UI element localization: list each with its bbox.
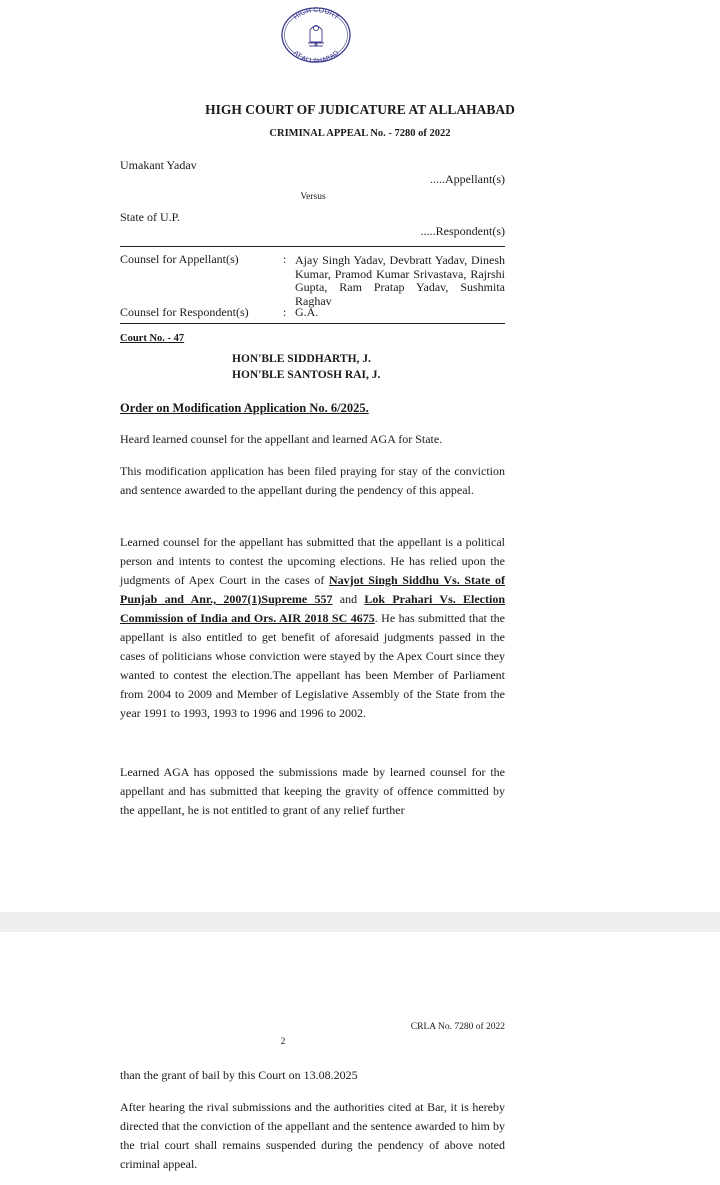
svg-text:AT ALLAHABAD [292,50,341,64]
order-title: Order on Modification Application No. 6/2025. [120,401,369,415]
paragraph-2: This modification application has been filed praying for stay of the conviction and sentence awarded to the appellant during the pendency of this appeal. [120,464,505,497]
national-emblem-icon [308,25,324,46]
seal-top-text: HIGH COURT [292,6,340,22]
judge-2: HON'BLE SANTOSH RAI, J. [232,369,381,381]
page-gap [0,912,720,932]
counsel-appellant-label: Counsel for Appellant(s) [120,252,239,266]
paragraph-4: Learned AGA has opposed the submissions made by learned counsel for the appellant and has submitted that keeping the gravity of offence committed by the appellant, he is not entitled to grant of any relief further [120,765,505,817]
running-header: CRLA No. 7280 of 2022 [410,1022,505,1032]
citation-navjot-singh-siddhu: Navjot Singh Siddhu Vs. State of Punjab and Anr., 2007(1)Supreme 557 [120,573,505,606]
court-seal [280,6,352,64]
respondent-role: .....Respondent(s) [420,224,505,238]
paragraph-6: After hearing the rival submissions and the authorities cited at Bar, it is hereby directed that the conviction of the appellant and the sentence awarded to him by the trial court shall remains suspended during the pendency of above noted criminal appeal. [120,1100,505,1171]
paragraph-5: than the grant of bail by this Court on 13.08.2025 [120,1068,358,1082]
paragraph-1: Heard learned counsel for the appellant and learned AGA for State. [120,432,443,446]
respondent-name: State of U.P. [120,210,180,224]
counsel-respondent-label: Counsel for Respondent(s) [120,305,249,319]
divider-top [120,246,505,247]
appellant-name: Umakant Yadav [120,158,197,172]
svg-text:HIGH COURT [293,7,340,22]
versus-label: Versus [300,192,326,202]
citation-lok-prahari: Lok Prahari Vs. Election Commission of India and Ors. AIR 2018 SC 4675 [120,592,506,625]
seal-bottom-text: AT ALLAHABAD [291,49,341,64]
paragraph-3-and: and [332,592,365,606]
paragraph-3 [120,533,505,723]
page-2 [0,932,720,1185]
case-number: CRIMINAL APPEAL No. - 7280 of 2022 [269,128,451,139]
counsel-respondent-names: G.A. [295,305,319,319]
court-number: Court No. - 47 [120,333,185,344]
divider-bottom [120,323,505,324]
counsel-appellant-names: Ajay Singh Yadav, Devbratt Yadav, Dinesh Kumar, Pramod Kumar Srivastava, Rajrshi Gupta, Ram Pratap Yadav, Sushmita Raghav [295,253,505,308]
counsel-appellant-colon: : [283,252,287,266]
counsel-respondent-colon: : [283,305,287,319]
paragraph-3-text-a: Learned counsel for the appellant has submitted that the appellant is a political person and intents to contest the upcoming elections. He has relied upon the judgments of Apex Court in the cases of [120,535,505,587]
court-title: HIGH COURT OF JUDICATURE AT ALLAHABAD [205,102,515,117]
appellant-role: .....Appellant(s) [430,172,505,186]
page-number: 2 [280,1037,286,1047]
paragraph-3-text-b: . He has submitted that the appellant is also entitled to get benefit of aforesaid judgments passed in the cases of politicians whose conviction were stayed by the Apex Court since they wanted to contest the election.The appellant has been Member of Parliament from 2004 to 2009 and Member of Legislative Assembly of the State from the year 1991 to 1993, 1993 to 1996 and 1996 to 2002. [120,611,505,720]
judge-1: HON'BLE SIDDHARTH, J. [232,353,371,365]
